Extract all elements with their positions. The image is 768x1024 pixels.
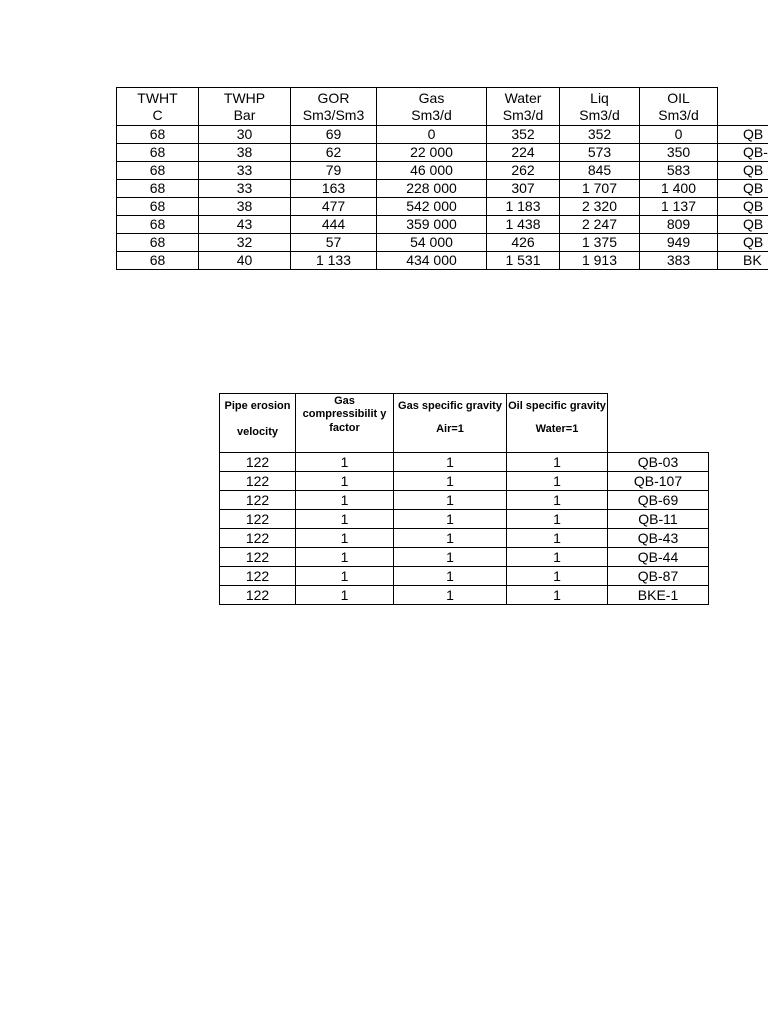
fluid-properties-table [219,393,709,605]
table-cell: 30 [199,126,291,144]
table-cell: 68 [117,234,199,252]
table-cell: 122 [220,472,296,491]
table-cell: 1 [296,586,394,605]
table-cell: 1 [507,548,608,567]
table-cell: 38 [199,198,291,216]
table-row [220,586,709,605]
table-cell: 33 [199,162,291,180]
table-cell: 68 [117,198,199,216]
table-cell: 40 [199,252,291,270]
header-cell-oil: OIL Sm3/d [640,88,718,126]
table-cell: 1 [296,453,394,472]
table-cell: 2 320 [560,198,640,216]
table-cell: 38 [199,144,291,162]
table-cell: 0 [377,126,487,144]
table-cell: 68 [117,144,199,162]
table-cell: 1 [507,472,608,491]
table-cell: 1 133 [291,252,377,270]
table-cell: 228 000 [377,180,487,198]
header-cell-liq: Liq Sm3/d [560,88,640,126]
table-cell: 1 [296,510,394,529]
table-cell: 307 [487,180,560,198]
table-cell: 68 [117,126,199,144]
header-cell-gas: Gas Sm3/d [377,88,487,126]
well-name-cell: BK [718,252,768,270]
table-row [220,453,709,472]
table-cell: 79 [291,162,377,180]
table-cell: 68 [117,252,199,270]
table-cell: 477 [291,198,377,216]
table-cell: 542 000 [377,198,487,216]
table-cell: 62 [291,144,377,162]
table-cell: 1 [296,567,394,586]
table-cell: 122 [220,586,296,605]
well-name-cell: QB [718,126,768,144]
table-cell: 122 [220,491,296,510]
table-row [117,234,768,252]
table-row [220,529,709,548]
table-header-row [117,88,768,126]
table-cell: 1 183 [487,198,560,216]
header-cell-twhp: TWHP Bar [199,88,291,126]
well-name-cell: QB- [718,144,768,162]
table-cell: 57 [291,234,377,252]
well-name-cell: QB [718,162,768,180]
table-row [117,162,768,180]
header-cell-twht: TWHT C [117,88,199,126]
table-cell: 224 [487,144,560,162]
table-cell: 426 [487,234,560,252]
well-name-cell: QB [718,198,768,216]
table-cell: 122 [220,510,296,529]
table-cell: 1 438 [487,216,560,234]
table-cell: 359 000 [377,216,487,234]
well-name-cell: QB [718,180,768,198]
table-cell: 68 [117,216,199,234]
table-header-row [220,394,709,453]
table-cell: 1 [507,567,608,586]
table-cell: 352 [560,126,640,144]
well-name-cell: QB-107 [608,472,709,491]
table-cell: 122 [220,529,296,548]
well-name-cell: QB-87 [608,567,709,586]
table-row [220,567,709,586]
table-cell: 583 [640,162,718,180]
table-cell: 68 [117,180,199,198]
table-cell: 434 000 [377,252,487,270]
header-cell-oil-specific-gravity: Oil specific gravity Water=1 [507,394,608,453]
table-cell: 809 [640,216,718,234]
table-cell: 122 [220,548,296,567]
table-cell: 444 [291,216,377,234]
well-name-cell: QB-03 [608,453,709,472]
table-cell: 0 [640,126,718,144]
table-cell: 1 [507,586,608,605]
table-cell: 352 [487,126,560,144]
table-cell: 1 [507,529,608,548]
table-cell: 1 [296,472,394,491]
table-cell: 46 000 [377,162,487,180]
table-cell: 1 [507,510,608,529]
table-cell: 1 [394,529,507,548]
table-cell: 1 [296,548,394,567]
header-cell-water: Water Sm3/d [487,88,560,126]
table-row [117,144,768,162]
well-name-cell: QB-43 [608,529,709,548]
table-cell: 1 [296,491,394,510]
table-cell: 1 [394,472,507,491]
table-cell: 1 [507,453,608,472]
header-cell-gor: GOR Sm3/Sm3 [291,88,377,126]
table-cell: 1 [394,548,507,567]
table-cell: 1 [394,491,507,510]
header-cell-gas-compressibility: Gas compressibilit y factor [296,394,394,453]
table-row [220,510,709,529]
well-name-cell: QB-69 [608,491,709,510]
table-cell: 1 375 [560,234,640,252]
table-row [117,198,768,216]
table-cell: 122 [220,567,296,586]
table-cell: 1 137 [640,198,718,216]
table-cell: 1 [394,453,507,472]
table-cell: 32 [199,234,291,252]
table-row [117,216,768,234]
table-cell: 949 [640,234,718,252]
table-cell: 54 000 [377,234,487,252]
table-cell: 1 400 [640,180,718,198]
table-row [117,180,768,198]
table-cell: 1 531 [487,252,560,270]
table-cell: 2 247 [560,216,640,234]
table-cell: 163 [291,180,377,198]
table-cell: 69 [291,126,377,144]
table-row [220,548,709,567]
table-cell: 383 [640,252,718,270]
table-cell: 122 [220,453,296,472]
table-cell: 1 913 [560,252,640,270]
table-cell: 1 [394,510,507,529]
table-cell: 1 [507,491,608,510]
header-cell-gas-specific-gravity: Gas specific gravity Air=1 [394,394,507,453]
well-name-cell: QB-11 [608,510,709,529]
table-cell: 1 [394,586,507,605]
table-cell: 22 000 [377,144,487,162]
well-test-table [116,87,768,270]
table-row [220,491,709,510]
table-cell: 1 [296,529,394,548]
table-cell: 573 [560,144,640,162]
table-cell: 350 [640,144,718,162]
header-cell-pipe-erosion: Pipe erosion velocity [220,394,296,453]
table-cell: 1 707 [560,180,640,198]
well-name-cell: QB [718,234,768,252]
well-name-cell: QB [718,216,768,234]
header-cell-empty [608,394,709,453]
well-name-cell: QB-44 [608,548,709,567]
header-cell-empty [718,88,768,126]
table-row [117,126,768,144]
well-name-cell: BKE-1 [608,586,709,605]
table-row [220,472,709,491]
table-cell: 43 [199,216,291,234]
table-row [117,252,768,270]
table-cell: 33 [199,180,291,198]
table-cell: 262 [487,162,560,180]
table-cell: 1 [394,567,507,586]
table-cell: 845 [560,162,640,180]
table-cell: 68 [117,162,199,180]
